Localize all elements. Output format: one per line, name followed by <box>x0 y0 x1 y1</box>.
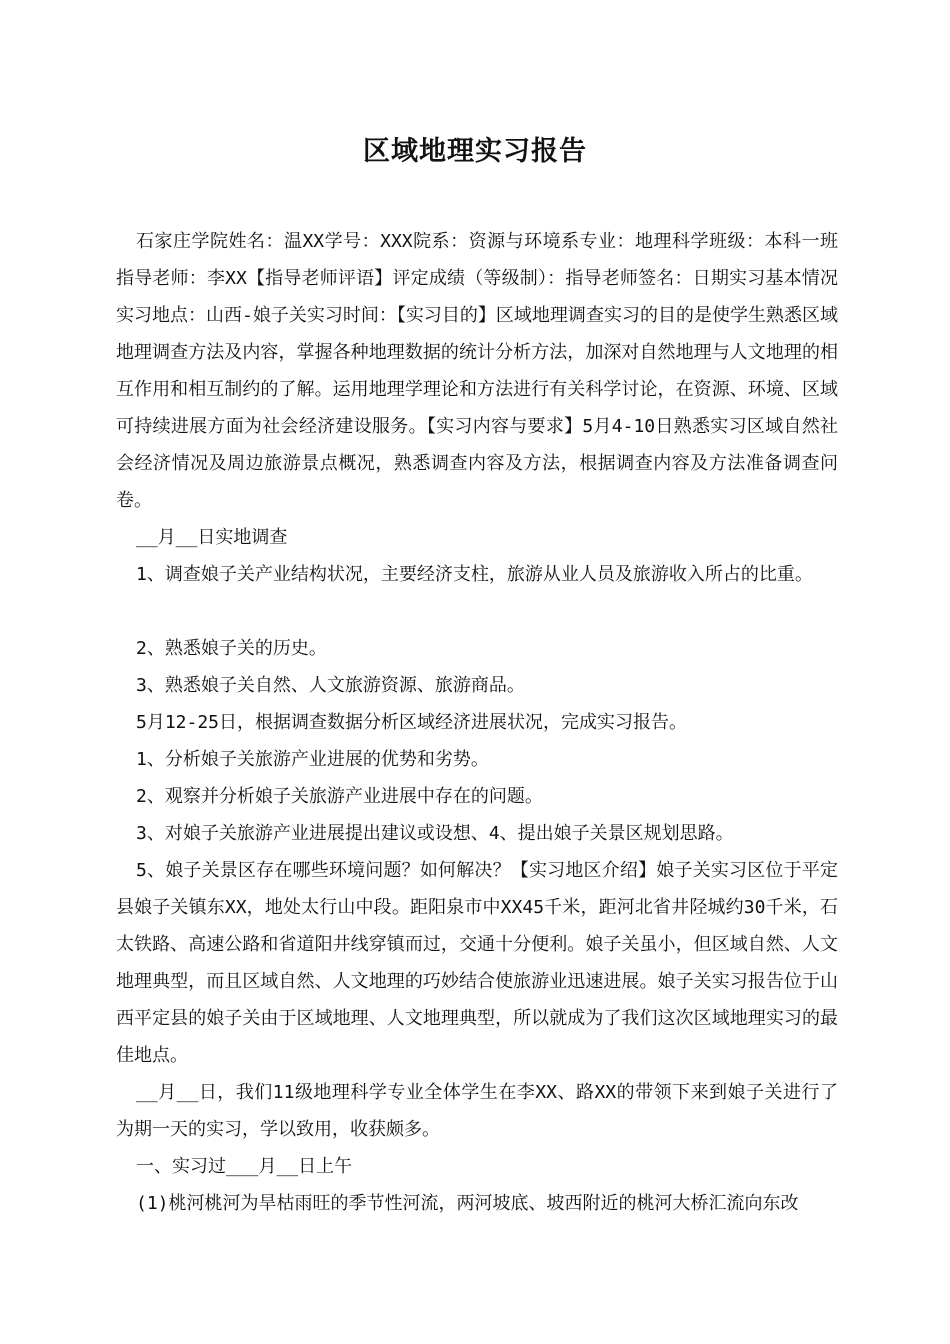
paragraph-intro: 石家庄学院姓名：温XX学号：XXX院系：资源与环境系专业：地理科学班级：本科一班指导老师：李XX【指导老师评语】评定成绩（等级制）：指导老师签名：日期实习基本情况实习地点：山西-娘子关实习时间：【实习目的】区域地理调查实习的目的是使学生熟悉区域地理调查方法及内容，掌握各种地理数据的统计分析方法，加深对自然地理与人文地理的相互作用和相互制约的了解。运用地理学理论和方法进行有关科学讨论，在资源、环境、区域可持续进展方面为社会经济建设服务。【实习内容与要求】5月4-10日熟悉实习区域自然社会经济情况及周边旅游景点概况，熟悉调查内容及方法，根据调查内容及方法准备调查问卷。 <box>116 231 838 511</box>
paragraph-item-3: 3、熟悉娘子关自然、人文旅游资源、旅游商品。 <box>136 675 525 696</box>
paragraph-analysis-3-4: 3、对娘子关旅游产业进展提出建议或设想、4、提出娘子关景区规划思路。 <box>136 823 734 844</box>
paragraph-item-1: 1、调查娘子关产业结构状况，主要经济支柱，旅游从业人员及旅游收入所占的比重。 <box>136 564 813 585</box>
paragraph-item-2: 2、熟悉娘子关的历史。 <box>136 638 327 659</box>
paragraph-analysis-1: 1、分析娘子关旅游产业进展的优势和劣势。 <box>136 749 489 770</box>
paragraph-analysis-period: 5月12-25日，根据调查数据分析区域经济进展状况，完成实习报告。 <box>136 712 688 733</box>
paragraph-taohe-river: (1)桃河桃河为旱枯雨旺的季节性河流，两河坡底、坡西附近的桃河大桥汇流向东改 <box>136 1193 799 1214</box>
paragraph-trip: __月__日，我们11级地理科学专业全体学生在李XX、路XX的带领下来到娘子关进行了为期一天的实习，学以致用，收获颇多。 <box>116 1082 838 1140</box>
section-heading-process: 一、实习过___月__日上午 <box>136 1156 353 1177</box>
paragraph-analysis-2: 2、观察并分析娘子关旅游产业进展中存在的问题。 <box>136 786 543 807</box>
document-body <box>116 223 838 1222</box>
paragraph-area-intro: 5、娘子关景区存在哪些环境问题？如何解决？【实习地区介绍】娘子关实习区位于平定县娘子关镇东XX，地处太行山中段。距阳泉市中XX45千米，距河北省井陉城约30千米，石太铁路、高速公路和省道阳井线穿镇而过，交通十分便利。娘子关虽小，但区域自然、人文地理典型，而且区域自然、人文地理的巧妙结合使旅游业迅速进展。娘子关实习报告位于山西平定县的娘子关由于区域地理、人文地理典型，所以就成为了我们这次区域地理实习的最佳地点。 <box>116 860 838 1066</box>
paragraph-field-survey-date: __月__日实地调查 <box>136 527 288 548</box>
document-title: 区域地理实习报告 <box>363 136 587 167</box>
